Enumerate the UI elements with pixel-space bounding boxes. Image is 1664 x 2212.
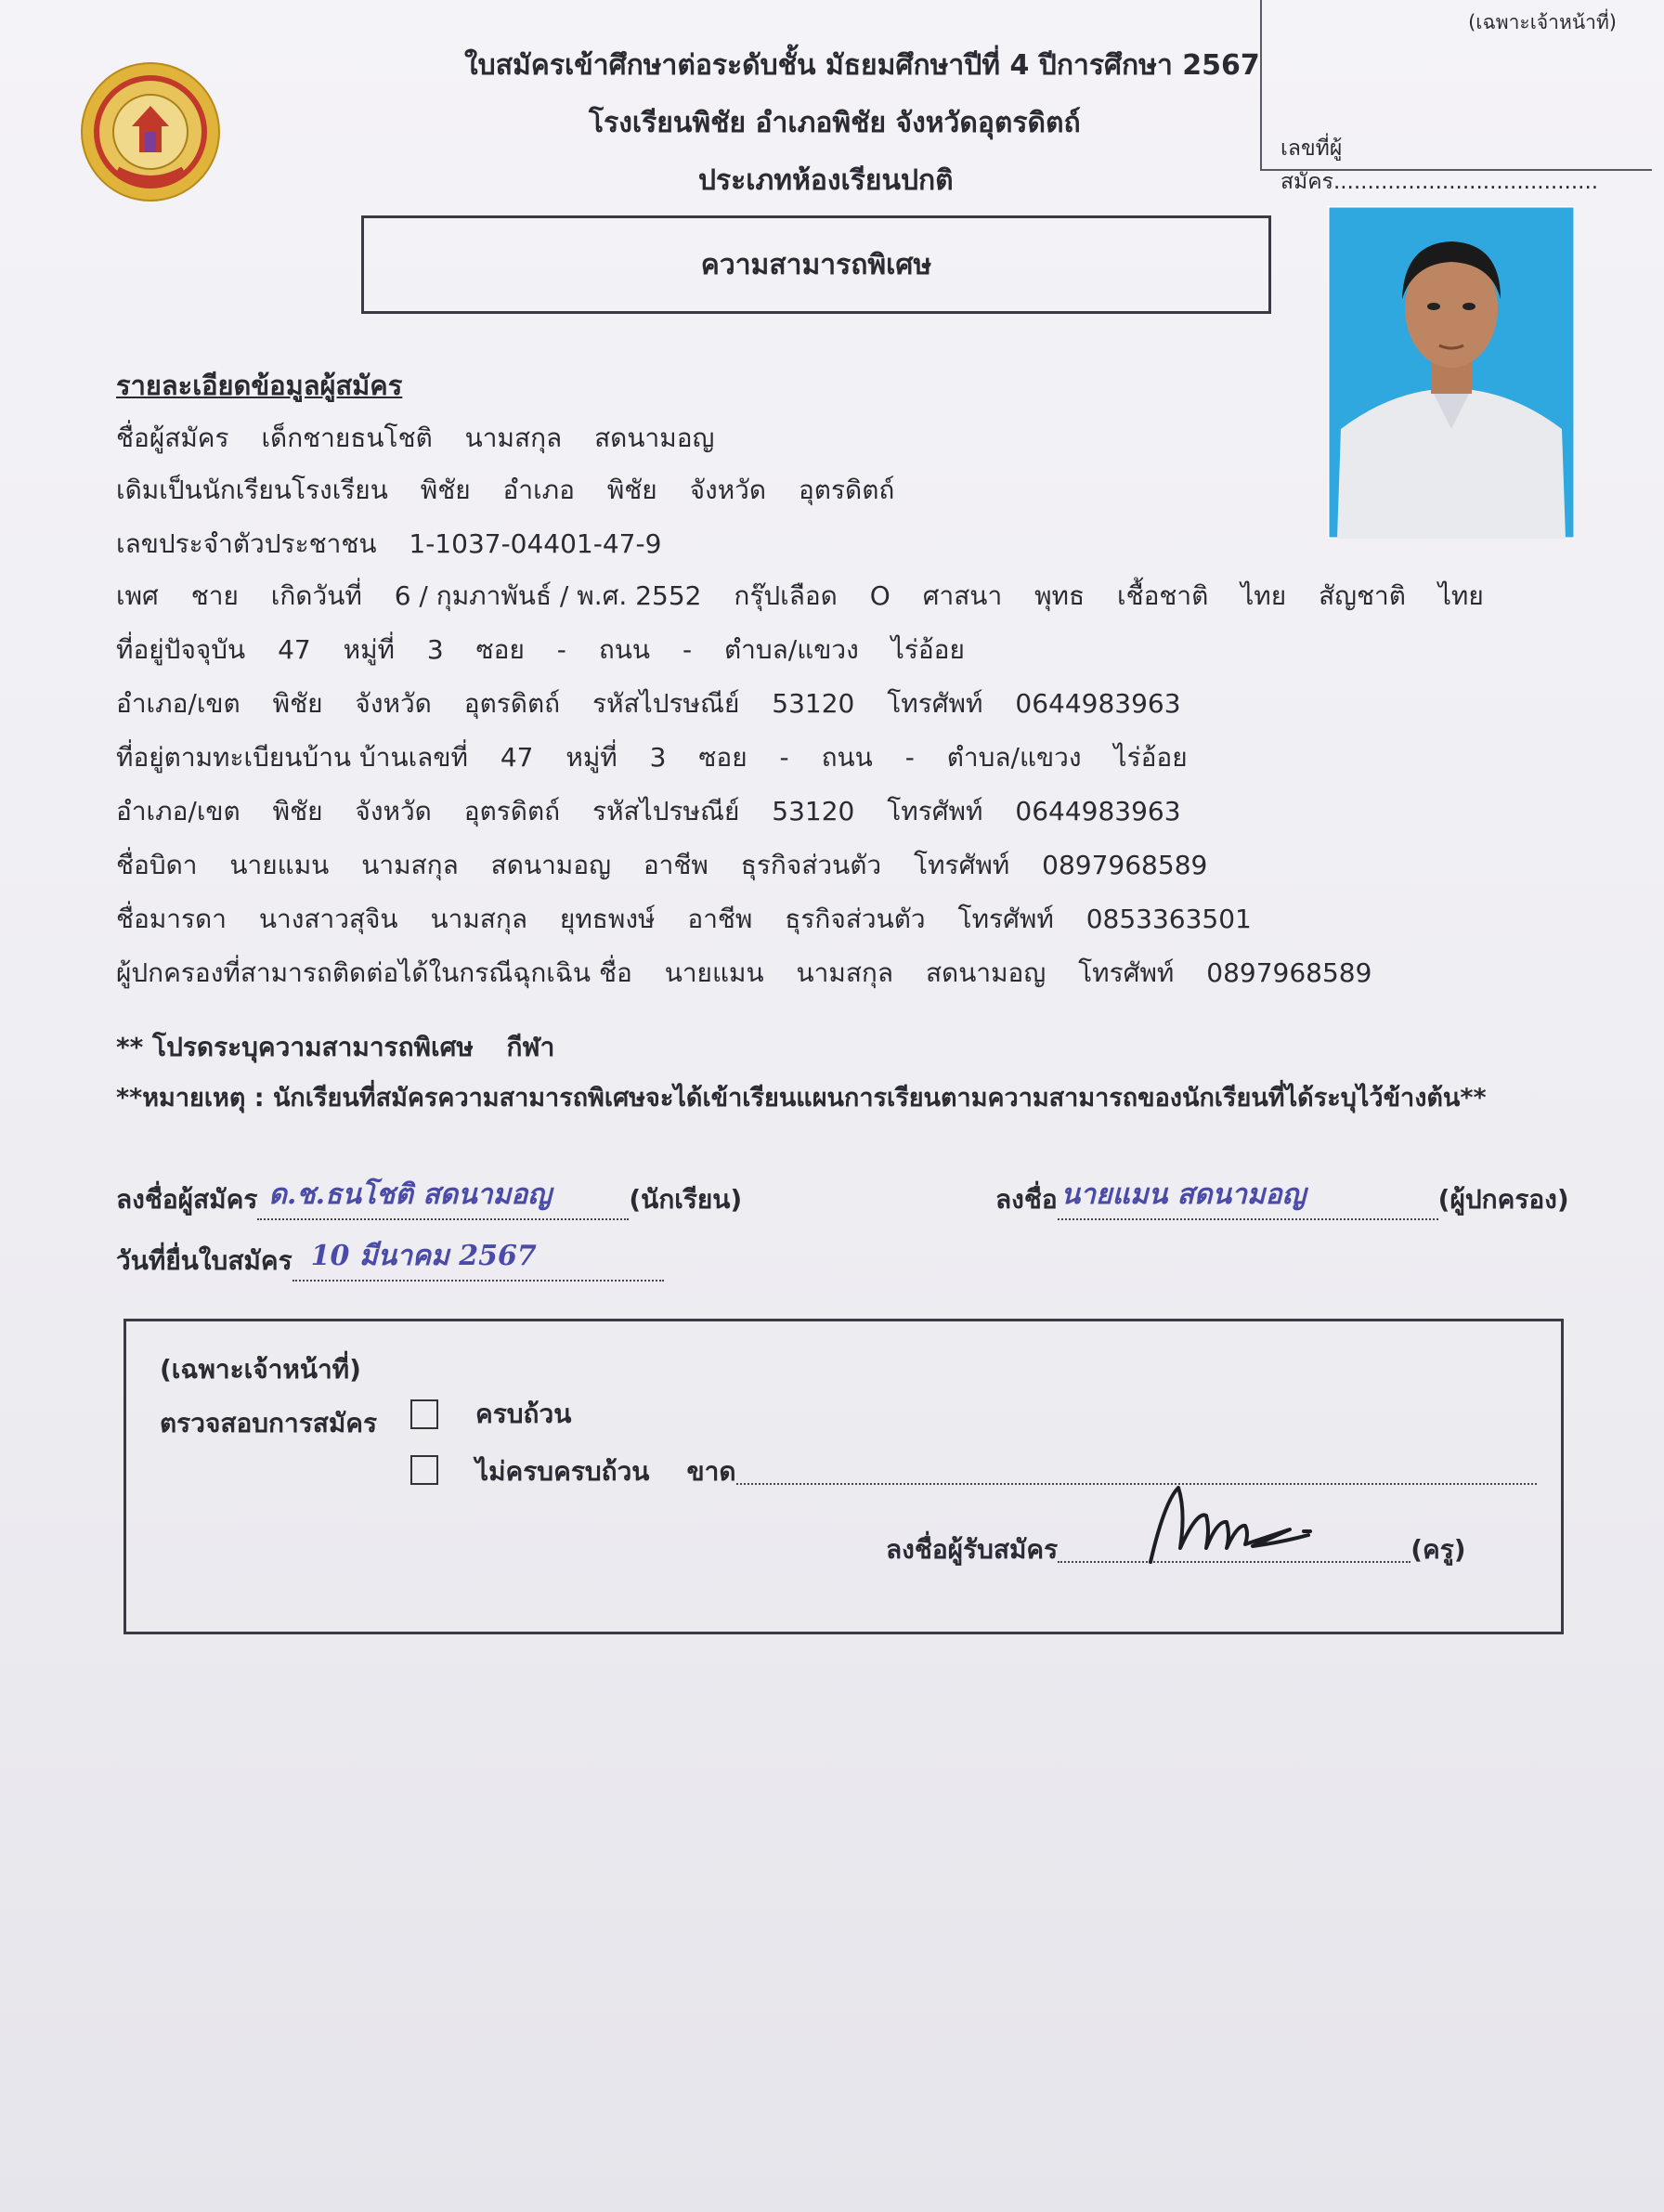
receiver-signature-field[interactable] [1058,1535,1410,1563]
mother-name[interactable]: นางสาวสุจิน [258,904,398,934]
applicant-details-title: รายละเอียดข้อมูลผู้สมัคร [116,370,403,401]
former-school[interactable]: พิชัย [420,475,471,505]
parent-signature: นายแมน สดนามอญ [1060,1178,1306,1211]
former-amphoe[interactable]: พิชัย [606,475,657,505]
applicant-number-field[interactable]: เลขที่ผู้สมัคร....................................... [1280,137,1599,194]
row-personal-info: เพศ ชาย เกิดวันที่ 6 / กุมภาพันธ์ / พ.ศ. 2552 กรุ๊ปเลือด O ศาสนา พุทธ เชื้อชาติ ไทย สัญชาติ ไทย [116,580,1484,611]
applicant-photo [1328,206,1575,539]
office-use-label: (เฉพาะเจ้าหน้าที่) [1468,11,1617,33]
incomplete-option [410,1455,1537,1485]
applicant-signature-row: ลงชื่อผู้สมัคร ด.ช.ธนโชติ สดนามอญ (นักเรียน) [116,1179,742,1220]
row-father: ชื่อบิดา นายแมน นามสกุล สดนามอญ อาชีพ ธุรกิจส่วนตัว โทรศัพท์ 0897968589 [116,850,1208,880]
receiver-signature-label: ลงชื่อผู้รับสมัคร [886,1534,1059,1565]
row-registered-district: อำเภอ/เขต พิชัย จังหวัด อุตรดิตถ์ รหัสไปรษณีย์ 53120 โทรศัพท์ 0644983963 [116,796,1181,826]
check-application-label: ตรวจสอบการสมัคร [160,1408,378,1438]
reg-moo[interactable]: 3 [649,742,667,773]
guardian-name[interactable]: นายแมน [664,957,764,988]
missing-label: ขาด [686,1456,736,1487]
special-ability-note: **หมายเหตุ : นักเรียนที่สมัครความสามารถพิเศษจะได้เข้าเรียนแผนการเรียนตามความสามารถของนักเรียนที่ได้ระบุไว้ข้างต้น** [116,1084,1487,1113]
row-current-district: อำเภอ/เขต พิชัย จังหวัด อุตรดิตถ์ รหัสไปรษณีย์ 53120 โทรศัพท์ 0644983963 [116,688,1181,719]
guardian-phone[interactable]: 0897968589 [1206,957,1372,988]
incomplete-label: ไม่ครบครบถ้วน [475,1456,650,1487]
father-name[interactable]: นายแมน [229,850,330,880]
special-ability-value[interactable]: กีฬา [506,1032,555,1062]
row-mother: ชื่อมารดา นางสาวสุจิน นามสกุล ยุทธพงษ์ อาชีพ ธุรกิจส่วนตัว โทรศัพท์ 0853363501 [116,904,1252,934]
row-special-ability: ** โปรดระบุความสามารถพิเศษ กีฬา [116,1032,555,1062]
religion[interactable]: พุทธ [1034,580,1086,611]
current-postal[interactable]: 53120 [772,688,855,719]
missing-items-field[interactable] [736,1459,1537,1485]
reg-province[interactable]: อุตรดิตถ์ [463,796,561,826]
applicant-surname[interactable]: สดนามอญ [594,423,715,453]
special-ability-heading: ความสามารถพิเศษ [700,248,932,281]
complete-option [410,1399,571,1429]
current-moo[interactable]: 3 [426,634,444,665]
reg-house-no[interactable]: 47 [500,742,534,773]
application-date-row: วันที่ยื่นใบสมัคร 10 มีนาคม 2567 [116,1241,664,1282]
current-province[interactable]: อุตรดิตถ์ [463,688,561,719]
sex[interactable]: ชาย [190,580,239,611]
current-soi[interactable]: - [556,634,566,665]
current-tambon[interactable]: ไร่อ้อย [890,634,965,665]
applicant-name[interactable]: เด็กชายธนโชติ [261,423,433,453]
receiver-signature-scribble [1141,1474,1327,1567]
reg-postal[interactable]: 53120 [772,796,855,826]
office-check-title: (เฉพาะเจ้าหน้าที่) [160,1354,361,1385]
current-road[interactable]: - [682,634,693,665]
row-citizen-id: เลขประจำตัวประชาชน 1-1037-04401-47-9 [116,528,662,559]
current-house-no[interactable]: 47 [278,634,311,665]
current-district[interactable]: พิชัย [272,688,323,719]
father-surname[interactable]: สดนามอญ [490,850,611,880]
mother-job[interactable]: ธุรกิจส่วนตัว [785,904,926,934]
receiver-signature-row [886,1535,1466,1563]
reg-road[interactable]: - [904,742,915,773]
citizen-id[interactable]: 1-1037-04401-47-9 [409,528,662,559]
birth-date[interactable]: 6 / กุมภาพันธ์ / พ.ศ. 2552 [394,580,702,611]
row-former-school: เดิมเป็นนักเรียนโรงเรียน พิชัย อำเภอ พิชัย จังหวัด อุตรดิตถ์ [116,475,895,505]
guardian-surname[interactable]: สดนามอญ [925,957,1046,988]
mother-phone[interactable]: 0853363501 [1086,904,1252,934]
office-check-box [124,1319,1564,1634]
school-name-line: โรงเรียนพิชัย อำเภอพิชัย จังหวัดอุตรดิตถ์ [589,107,1081,139]
reg-district[interactable]: พิชัย [272,796,323,826]
form-title: ใบสมัครเข้าศึกษาต่อระดับชั้น มัธยมศึกษาปีที่ 4 ปีการศึกษา 2567 [464,49,1260,82]
father-phone[interactable]: 0897968589 [1042,850,1208,880]
receiver-role: (ครู) [1410,1534,1466,1565]
reg-phone[interactable]: 0644983963 [1015,796,1181,826]
applicant-signature: ด.ช.ธนโชติ สดนามอญ [268,1178,552,1211]
application-date: 10 มีนาคม 2567 [310,1240,537,1272]
incomplete-checkbox[interactable] [410,1455,438,1485]
father-job[interactable]: ธุรกิจส่วนตัว [740,850,882,880]
reg-soi[interactable]: - [779,742,789,773]
former-province[interactable]: อุตรดิตถ์ [798,475,895,505]
row-guardian: ผู้ปกครองที่สามารถติดต่อได้ในกรณีฉุกเฉิน ชื่อ นายแมน นามสกุล สดนามอญ โทรศัพท์ 0897968589 [116,957,1372,988]
classroom-type-line: ประเภทห้องเรียนปกติ [698,164,954,197]
race[interactable]: ไทย [1241,580,1287,611]
blood-type[interactable]: O [869,580,890,611]
mother-surname[interactable]: ยุทธพงษ์ [559,904,656,934]
office-use-box [1260,0,1652,194]
row-registered-address: ที่อยู่ตามทะเบียนบ้าน บ้านเลขที่ 47 หมู่ที่ 3 ซอย - ถนน - ตำบล/แขวง ไร่อ้อย [116,742,1188,773]
school-seal-logo [80,61,221,202]
complete-label: ครบถ้วน [475,1399,572,1429]
reg-tambon[interactable]: ไร่อ้อย [1113,742,1188,773]
complete-checkbox[interactable] [410,1399,438,1429]
nationality[interactable]: ไทย [1437,580,1484,611]
current-phone[interactable]: 0644983963 [1015,688,1181,719]
parent-signature-row: ลงชื่อ นายแมน สดนามอญ (ผู้ปกครอง) [995,1179,1569,1220]
row-applicant-name: ชื่อผู้สมัคร เด็กชายธนโชติ นามสกุล สดนามอญ [116,423,715,453]
special-ability-heading-box [361,215,1271,314]
row-current-address: ที่อยู่ปัจจุบัน 47 หมู่ที่ 3 ซอย - ถนน - ตำบล/แขวง ไร่อ้อย [116,634,965,665]
